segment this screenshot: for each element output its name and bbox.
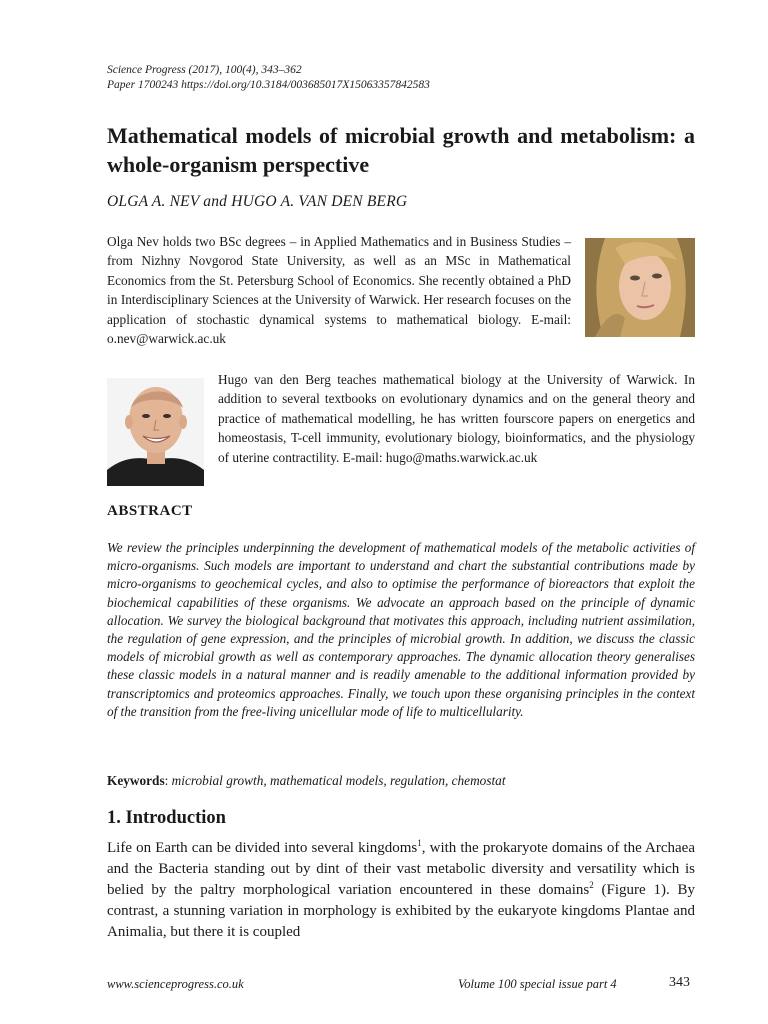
author-photo-van-den-berg	[107, 378, 204, 486]
author-photo-nev	[585, 238, 695, 337]
keywords-line	[107, 773, 695, 789]
author-bio-nev: Olga Nev holds two BSc degrees – in Applied Mathematics and in Business Studies – from Nizhny Novgorod State University, as well as an MSc in Mathematical Economics from the St. Petersburg School of Economics. She recently obtained a PhD in Interdisciplinary Sciences at the University of Warwick. Her research focuses on the application of stochastic dynamical systems to mathematical biology. E-mail: o.nev@warwick.ac.uk	[107, 234, 571, 347]
intro-text-part: , with the prokaryote domains of the Archaea and the Bacteria standing out by dint of their vast metabolic diversity and versatility which is belied by the paltry morphological variation encountered in these domains	[107, 840, 695, 898]
abstract-heading: ABSTRACT	[107, 503, 193, 519]
author-list: OLGA A. NEV and HUGO A. VAN DEN BERG	[107, 193, 408, 210]
page-number: 343	[669, 975, 690, 990]
section-heading-introduction: 1. Introduction	[107, 808, 226, 828]
keywords-label: Keywords	[107, 773, 165, 788]
intro-text-part: (Figure 1). By contrast, a stunning variation in morphology is exhibited by the eukaryote kingdoms Plantae and Animalia, but there it is coupled	[107, 882, 695, 940]
keywords-values: microbial growth, mathematical models, regulation, chemostat	[171, 773, 506, 788]
footer-issue: Volume 100 special issue part 4	[458, 977, 617, 991]
journal-citation: Science Progress (2017), 100(4), 343–362	[107, 64, 302, 76]
footer-website: www.scienceprogress.co.uk	[107, 977, 244, 991]
author-bio-van-den-berg: Hugo van den Berg teaches mathematical biology at the University of Warwick. In addition to several textbooks on evolutionary dynamics and on the general theory and practice of mathematical modelling, he has written fourscore papers on energetics and homeostasis, T-cell immunity, evolutionary biology, bioinformatics, and the physiology of uterine contractility. E-mail: hugo@maths.warwick.ac.uk	[218, 372, 695, 465]
journal-header	[107, 63, 707, 93]
doi-line: Paper 1700243 https://doi.org/10.3184/003685017X15063357842583	[107, 79, 430, 91]
abstract-text: We review the principles underpinning the development of mathematical models of the metabolic activities of micro-organisms. Such models are important to understand and chart the substantial contributions made by micro-organisms to geochemical cycles, and also to optimise the performance of bioreactors that exploit the biochemical capabilities of these organisms. We advocate an approach based on the principle of dynamic allocation. We survey the biological background that motivates this approach, including nutrient assimilation, the regulation of gene expression, and the principles of microbial growth. In addition, we discuss the classic models of microbial growth as well as contemporary approaches. The dynamic allocation theory generalises these classic models in a natural manner and is readily amenable to the additional information provided by transcriptomics and proteomics approaches. Finally, we touch upon these organising principles in the context of the transition from the free-living unicellular mode of life to multicellularity.	[107, 540, 695, 719]
introduction-paragraph	[107, 838, 695, 943]
intro-text-part: Life on Earth can be divided into several kingdoms	[107, 840, 418, 856]
keywords-separator: :	[164, 773, 172, 788]
reference-superscript[interactable]: 2	[589, 880, 594, 890]
reference-superscript[interactable]: 1	[417, 838, 422, 848]
article-title: Mathematical models of microbial growth and metabolism: a whole-organism perspective	[107, 123, 695, 177]
